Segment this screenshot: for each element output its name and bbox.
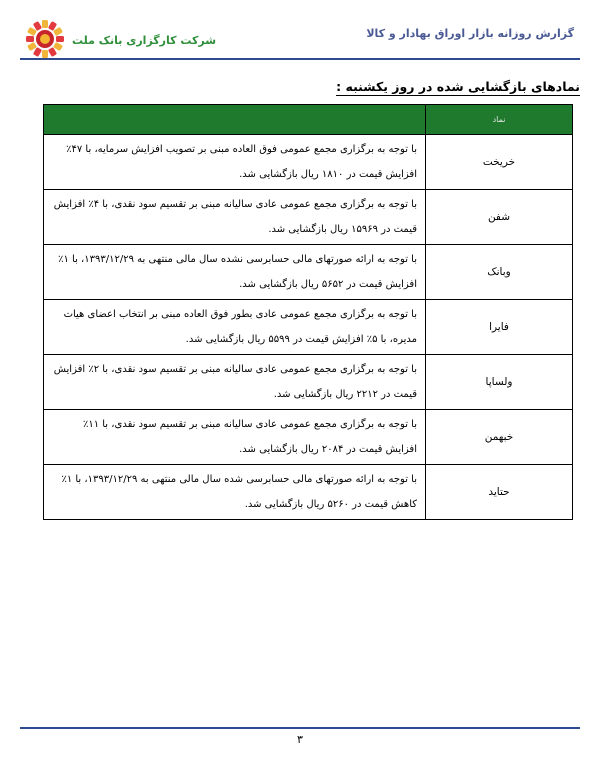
page-number: ۳ (297, 733, 303, 746)
symbol-cell: ولساپا (426, 355, 573, 410)
report-title: گزارش روزانه بازار اوراق بهادار و کالا (366, 27, 574, 40)
description-cell: با توجه به ارائه صورتهای مالی حسابرسی شده سال مالی منتهی به ۱۳۹۳/۱۲/۲۹، با ۱٪ کاهش قیمت در ۵۲۶۰ ریال بازگشایی شد. (44, 465, 426, 520)
description-cell: با توجه به برگزاری مجمع عمومی عادی بطور فوق العاده مبنی بر انتخاب اعضای هیات مدیره، با ۵٪ افزایش قیمت در ۵۵۹۹ ریال بازگشایی شد. (44, 300, 426, 355)
description-cell: با توجه به برگزاری مجمع عمومی عادی سالیانه مبنی بر تقسیم سود نقدی، با ۲٪ افزایش قیمت در ۲۲۱۲ ریال بازگشایی شد. (44, 355, 426, 410)
reopened-symbols-table (43, 104, 573, 520)
symbol-cell: خریخت (426, 135, 573, 190)
table-header-row (44, 105, 573, 135)
symbol-cell: فایرا (426, 300, 573, 355)
table-row (44, 245, 573, 300)
section-title (336, 79, 580, 94)
table-row (44, 465, 573, 520)
description-cell: با توجه به برگزاری مجمع عمومی عادی سالیانه مبنی بر تقسیم سود نقدی، با ۱۱٪ افزایش قیمت در ۲۰۸۴ ریال بازگشایی شد. (44, 410, 426, 465)
description-cell: با توجه به برگزاری مجمع عمومی عادی سالیانه مبنی بر تقسیم سود نقدی، با ۴٪ افزایش قیمت در ۱۵۹۶۹ ریال بازگشایی شد. (44, 190, 426, 245)
table-row (44, 135, 573, 190)
section-title-text: نمادهای بازگشایی شده در روز یکشنبه : (336, 79, 580, 94)
symbol-cell: شفن (426, 190, 573, 245)
table-row (44, 190, 573, 245)
symbol-cell: خبهمن (426, 410, 573, 465)
column-header-description (44, 105, 426, 135)
table-row (44, 300, 573, 355)
column-header-symbol: نماد (426, 105, 573, 135)
description-cell: با توجه به ارائه صورتهای مالی حسابرسی نشده سال مالی منتهی به ۱۳۹۳/۱۲/۲۹، با ۱٪ افزایش قیمت در ۵۶۵۲ ریال بازگشایی شد. (44, 245, 426, 300)
bank-mellat-logo-icon (24, 18, 66, 60)
header-rule (20, 58, 580, 60)
symbol-cell: حتاید (426, 465, 573, 520)
symbol-cell: وبانک (426, 245, 573, 300)
table-row (44, 410, 573, 465)
table-row (44, 355, 573, 410)
footer-rule (20, 727, 580, 729)
description-cell: با توجه به برگزاری مجمع عمومی فوق العاده مبنی بر تصویب افزایش سرمایه، با ۴۷٪ افزایش قیمت در ۱۸۱۰ ریال بازگشایی شد. (44, 135, 426, 190)
company-name: شرکت کارگزاری بانک ملت (72, 34, 217, 47)
